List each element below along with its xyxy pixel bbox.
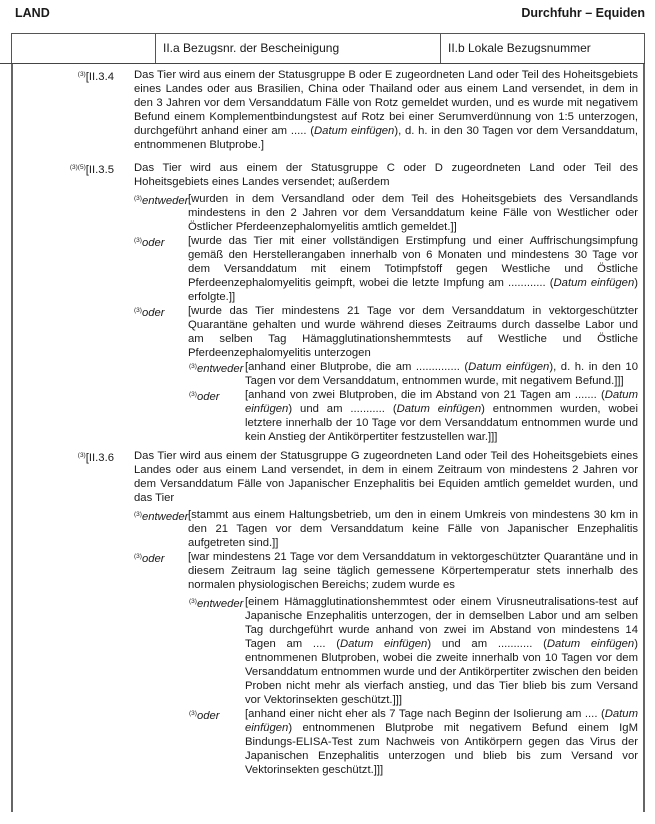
section-text: Das Tier wird aus einem der Statusgruppe G zugeordneten Land oder Teil des Hoheitsgebiets eines Landes oder aus einem Land versendet, in dem in einem Zeitraum von mindestens 2 Jahren vor dem Versanddatum Fälle von Japanischer Enzephalitis bei Equiden amtlich gemeldet wurden, und das Tier $^{(3)}$entweder [stammt aus einem Haltungsbetrieb, um den in einem Umkreis von mindestens 30 km in den 21 Tagen vor dem Versanddatum keine Fälle von Japanischer Enzephalitis aufgetreten sind.]] $^{(3)}$oder [war mindestens 21 Tage vor dem Versanddatum in vektorgeschützter Quarantäne und in diesem Zeitraum lag seine täglich gemessene Körpertemperatur stets innerhalb des normalen physiologischen Bereichs; zudem wurde es $^{(3)}$entweder [einem Hämagglutinationshemmtest oder einem Virusneutralisations-test auf Japanische Enzephalitis unterzogen, der in demselben Labor und am selben Tag durchgeführt wurde anhand von zwei im Abstand von mindestens 14 Tagen am .... (Datum einfügen) und am ........... (Datum einfügen) entnommenen Blutproben, wobei die zweite innerhalb von 10 Tagen vor dem Versanddatum entnommen wurde und der Antikörpertiter zwischen den beiden Proben nicht mehr als vierfach anstieg, und das Tier blieb bis zum Versand vor Vektorinsekten geschützt.]]] $^{(3)}$oder [anhand einer nicht eher als 7 Tage nach Beginn der Isolierung am .... (Datum einfügen) entnommenen Blutprobe mit negativem Befund einem IgM Bindungs-ELISA-Test zum Nachweis von Antikörpern gegen das Virus der Japanischen Enzephalitis unterzogen und blieb bis zum Versand vor Vektorinsekten geschützt.]]] bbox=[134, 450, 638, 776]
section-II-3-4 bbox=[0, 68, 655, 152]
sub-option-entweder[interactable]: $^{(3)}$entweder [anhand einer Blutprobe, die am .............. (Datum einfügen), d. h. in den 10 Tagen vor dem Versanddatum, entnommen wurde, mit negativem Befund.]]] bbox=[189, 361, 638, 387]
option-oder-quarantine[interactable]: $^{(3)}$oder [wurde das Tier mindestens 21 Tage vor dem Versanddatum in vektorgeschützter Quarantäne gehalten und wurde während dieses Zeitraums durch dasselbe Labor und am selben Tag Hämagglutinationshemmtests auf Westliche und Östliche Pferdeenzephalomyelitis unterzogen $^{(3)}$entweder [anhand einer Blutprobe, die am .............. (Datum einfügen), d. h. in den 10 Tagen vor dem Versanddatum, entnommen wurde, mit negativem Befund.]]] $^{(3)}$oder [anhand von zwei Blutproben, die im Abstand von 21 Tagen am ....... (Datum einfügen) und am ........... (Datum einfügen) entnommen wurden, wobei letztere innerhalb der 10 Tage vor dem Versanddatum entnommen wurde und kein Anstieg der Antikörpertiter festzustellen war.]]] bbox=[134, 305, 638, 443]
sub-option-oder[interactable]: $^{(3)}$oder [anhand von zwei Blutproben, die im Abstand von 21 Tagen am ....... (Datum einfügen) und am ........... (Datum einfügen) entnommen wurden, wobei letztere innerhalb der 10 Tage vor dem Versanddatum entnommen wurde und kein Anstieg der Antikörpertiter festzustellen war.]]] bbox=[189, 389, 638, 443]
section-label: $^{(3)(5)}$[II.3.5 bbox=[69, 164, 114, 176]
option-oder-vaccination[interactable]: $^{(3)}$oder [wurde das Tier mit einer vollständigen Erstimpfung und einer Auffrischungsimpfung gemäß den Herstellerangaben innerhalb von 6 Monaten und mindestens 30 Tage vor dem Versanddatum mit einem Totimpfstoff gegen Westliche und Östliche Pferdeenzephalomyelitis geimpft, wobei die letzte Impfung am ............ (Datum einfügen) erfolgte.]] bbox=[134, 235, 638, 303]
sub-option-oder[interactable]: $^{(3)}$oder [anhand einer nicht eher als 7 Tage nach Beginn der Isolierung am .... (Datum einfügen) entnommenen Blutprobe mit negativem Befund einem IgM Bindungs-ELISA-Test zum Nachweis von Antikörpern gegen das Virus der Japanischen Enzephalitis unterzogen und blieb bis zum Versand vor Vektorinsekten geschützt.]]] bbox=[189, 708, 638, 776]
section-text: Das Tier wird aus einem der Statusgruppe C oder D zugeordneten Land oder Teil des Hoheitsgebiets eines Landes versendet; außerdem $^{(3)}$entweder [wurden in dem Versandland oder dem Teil des Hoheitsgebiets des Versandlands mindestens in den 2 Jahren vor dem Versanddatum keine Fälle von Westlicher oder Östlicher Pferdeenzephalomyelitis amtlich gemeldet.]] $^{(3)}$oder [wurde das Tier mit einer vollständigen Erstimpfung und einer Auffrischungsimpfung gemäß den Herstellerangaben innerhalb von 6 Monaten und mindestens 30 Tage vor dem Versanddatum mit einem Totimpfstoff gegen Westliche und Östliche Pferdeenzephalomyelitis geimpft, wobei die letzte Impfung am ............ (Datum einfügen) erfolgte.]] $^{(3)}$oder [wurde das Tier mindestens 21 Tage vor dem Versanddatum in vektorgeschützter Quarantäne gehalten und wurde während dieses Zeitraums durch dasselbe Labor und am selben Tag Hämagglutinationshemmtests auf Westliche und Östliche Pferdeenzephalomyelitis unterzogen $^{(3)}$entweder [anhand einer Blutprobe, die am .............. (Datum einfügen), d. h. in den 10 Tagen vor dem Versanddatum, entnommen wurde, mit negativem Befund.]]] $^{(3)}$oder [anhand von zwei Blutproben, die im Abstand von 21 Tagen am ....... (Datum einfügen) und am ........... (Datum einfügen) entnommen wurden, wobei letztere innerhalb der 10 Tage vor dem Versanddatum entnommen wurde und kein Anstieg der Antikörpertiter festzustellen war.]]] bbox=[134, 162, 638, 443]
section-label: $^{(3)}$[II.3.4 bbox=[77, 71, 114, 83]
certificate-type-header: Durchfuhr – Equiden bbox=[521, 6, 645, 20]
sub-option-entweder[interactable]: $^{(3)}$entweder [einem Hämagglutinationshemmtest oder einem Virusneutralisations-test auf Japanische Enzephalitis unterzogen, der in demselben Labor und am selben Tag durchgeführt wurde anhand von zwei im Abstand von mindestens 14 Tagen am .... (Datum einfügen) und am ........... (Datum einfügen) entnommenen Blutproben, wobei die zweite innerhalb von 10 Tagen vor dem Versanddatum entnommen wurde und der Antikörpertiter zwischen den beiden Proben nicht mehr als vierfach anstieg, und das Tier blieb bis zum Versand vor Vektorinsekten geschützt.]]] bbox=[189, 596, 638, 706]
certificate-body bbox=[0, 64, 655, 777]
section-label: $^{(3)}$[II.3.6 bbox=[77, 452, 114, 464]
country-header: LAND bbox=[15, 6, 50, 20]
option-entweder[interactable]: $^{(3)}$entweder [stammt aus einem Haltungsbetrieb, um den in einem Umkreis von mindestens 30 km in den 21 Tagen vor dem Versanddatum keine Fälle von Japanischer Enzephalitis aufgetreten sind.]] bbox=[134, 509, 638, 549]
option-entweder[interactable]: $^{(3)}$entweder [wurden in dem Versandland oder dem Teil des Hoheitsgebiets des Versandlands mindestens in den 2 Jahren vor dem Versanddatum keine Fälle von Westlicher oder Östlicher Pferdeenzephalomyelitis amtlich gemeldet.]] bbox=[134, 193, 638, 233]
certificate-reference-number-field[interactable]: II.a Bezugsnr. der Bescheinigung bbox=[156, 34, 441, 63]
option-oder-quarantine[interactable]: $^{(3)}$oder [war mindestens 21 Tage vor dem Versanddatum in vektorgeschützter Quarantäne und in diesem Zeitraum lag seine täglich gemessene Körpertemperatur stets innerhalb des normalen physiologischen Bereichs; zudem wurde es $^{(3)}$entweder [einem Hämagglutinationshemmtest oder einem Virusneutralisations-test auf Japanische Enzephalitis unterzogen, der in demselben Labor und am selben Tag durchgeführt wurde anhand von zwei im Abstand von mindestens 14 Tagen am .... (Datum einfügen) und am ........... (Datum einfügen) entnommenen Blutproben, wobei die zweite innerhalb von 10 Tagen vor dem Versanddatum entnommen wurde und der Antikörpertiter zwischen den beiden Proben nicht mehr als vierfach anstieg, und das Tier blieb bis zum Versand vor Vektorinsekten geschützt.]]] $^{(3)}$oder [anhand einer nicht eher als 7 Tage nach Beginn der Isolierung am .... (Datum einfügen) entnommenen Blutprobe mit negativem Befund einem IgM Bindungs-ELISA-Test zum Nachweis von Antikörpern gegen das Virus der Japanischen Enzephalitis unterzogen und blieb bis zum Versand vor Vektorinsekten geschützt.]]] bbox=[134, 551, 638, 776]
section-text: Das Tier wird aus einem der Statusgruppe B oder E zugeordneten Land oder Teil des Hoheitsgebiets eines Landes oder aus Brasilien, China oder Thailand oder aus einem Land versendet, in dem in den 3 Jahren vor dem Versanddatum Fälle von Rotz gemeldet wurden, und es wurde mit negativem Befund einem Komplementbindungstest auf Rotz bei einer Serumverdünnung von 1:5 unterzogen, durchgeführt anhand einer am ..... (Datum einfügen), d. h. in den 30 Tagen vor dem Versanddatum, entnommenen Blutprobe.] bbox=[134, 69, 638, 151]
local-reference-number-field[interactable]: II.b Lokale Bezugsnummer bbox=[448, 41, 591, 55]
section-II-3-6 bbox=[0, 449, 655, 777]
section-II-3-5 bbox=[0, 161, 655, 444]
reference-cell-blank bbox=[12, 34, 156, 63]
reference-number-table bbox=[11, 33, 645, 63]
